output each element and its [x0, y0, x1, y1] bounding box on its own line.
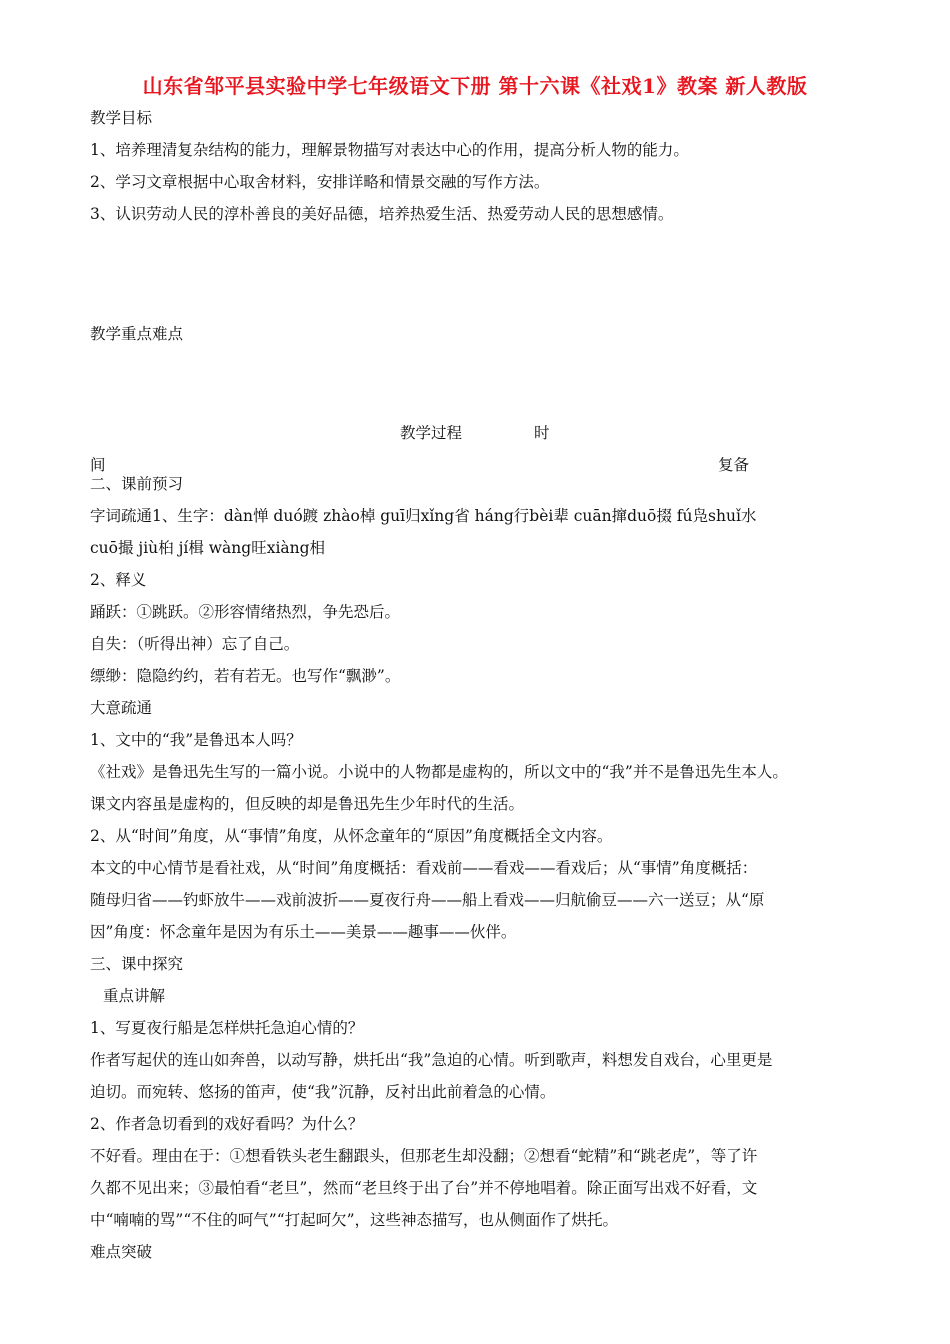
- document-title: 山东省邹平县实验中学七年级语文下册 第十六课《社戏1》教案 新人教版: [142, 74, 808, 98]
- definition-line: 自失：（听得出神）忘了自己。: [90, 635, 300, 653]
- process-label: 教学过程: [400, 424, 463, 442]
- vocab-line: 字词疏通1、生字：dàn惮 duó踱 zhào棹 guī归xǐng省 háng行bèi辈 cuān撺duō掇 fú凫shuǐ水: [90, 507, 757, 525]
- vocab-line: cuō撮 jiù桕 jí楫 wàng旺xiàng相: [90, 539, 326, 557]
- answer-line: 不好看。理由在于：①想看铁头老生翻跟头，但那老生却没翻；②想看“蛇精”和“跳老虎”，等了许: [90, 1147, 758, 1165]
- section-heading: 三、课中探究: [90, 955, 184, 973]
- definition-line: 缥缈：隐隐约约，若有若无。也写作“飘渺”。: [90, 667, 401, 685]
- subsection-heading: 大意疏通: [90, 699, 153, 717]
- answer-line: 因”角度：怀念童年是因为有乐土——美景——趣事——伙伴。: [90, 923, 517, 941]
- process-subheader-row: [90, 455, 790, 475]
- time-label-part1: 时: [534, 424, 550, 442]
- subsection-heading: 2、释义: [90, 571, 147, 589]
- review-label: 复备: [718, 456, 750, 474]
- question-line: 1、文中的“我”是鲁迅本人吗？: [90, 731, 302, 749]
- subsection-heading: 重点讲解: [103, 987, 166, 1005]
- section-heading: 二、课前预习: [90, 475, 184, 493]
- answer-line: 随母归省——钓虾放牛——戏前波折——夏夜行舟——船上看戏——归航偷豆——六一送豆；从“原: [90, 891, 765, 909]
- answer-line: 中“喃喃的骂”“不住的呵气”“打起呵欠”，这些神态描写，也从侧面作了烘托。: [90, 1211, 619, 1229]
- answer-line: 作者写起伏的连山如奔兽，以动写静，烘托出“我”急迫的心情。听到歌声，料想发自戏台，心里更是: [90, 1051, 773, 1069]
- definition-line: 踊跃：①跳跃。②形容情绪热烈，争先恐后。: [90, 603, 401, 621]
- question-line: 2、作者急切看到的戏好看吗？为什么？: [90, 1115, 364, 1133]
- subsection-heading: 难点突破: [90, 1243, 153, 1261]
- answer-line: 迫切。而宛转、悠扬的笛声，使“我”沉静，反衬出此前着急的心情。: [90, 1083, 556, 1101]
- time-label-part2: 间: [90, 456, 106, 474]
- goal-item: 2、学习文章根据中心取舍材料，安排详略和情景交融的写作方法。: [90, 173, 550, 191]
- answer-line: 《社戏》是鲁迅先生写的一篇小说。小说中的人物都是虚构的，所以文中的“我”并不是鲁迅先生本人。: [90, 763, 788, 781]
- answer-line: 本文的中心情节是看社戏，从“时间”角度概括：看戏前——看戏——看戏后；从“事情”角度概括：: [90, 859, 758, 877]
- question-line: 2、从“时间”角度，从“事情”角度，从怀念童年的“原因”角度概括全文内容。: [90, 827, 613, 845]
- goal-item: 1、培养理清复杂结构的能力，理解景物描写对表达中心的作用，提高分析人物的能力。: [90, 141, 689, 159]
- question-line: 1、写夏夜行船是怎样烘托急迫心情的？: [90, 1019, 364, 1037]
- goals-heading: 教学目标: [90, 109, 153, 127]
- goal-item: 3、认识劳动人民的淳朴善良的美好品德，培养热爱生活、热爱劳动人民的思想感情。: [90, 205, 674, 223]
- answer-line: 久都不见出来；③最怕看“老旦”，然而“老旦终于出了台”并不停地唱着。除正面写出戏不好看，文: [90, 1179, 758, 1197]
- answer-line: 课文内容虽是虚构的，但反映的却是鲁迅先生少年时代的生活。: [90, 795, 525, 813]
- key-points-heading: 教学重点难点: [90, 325, 184, 343]
